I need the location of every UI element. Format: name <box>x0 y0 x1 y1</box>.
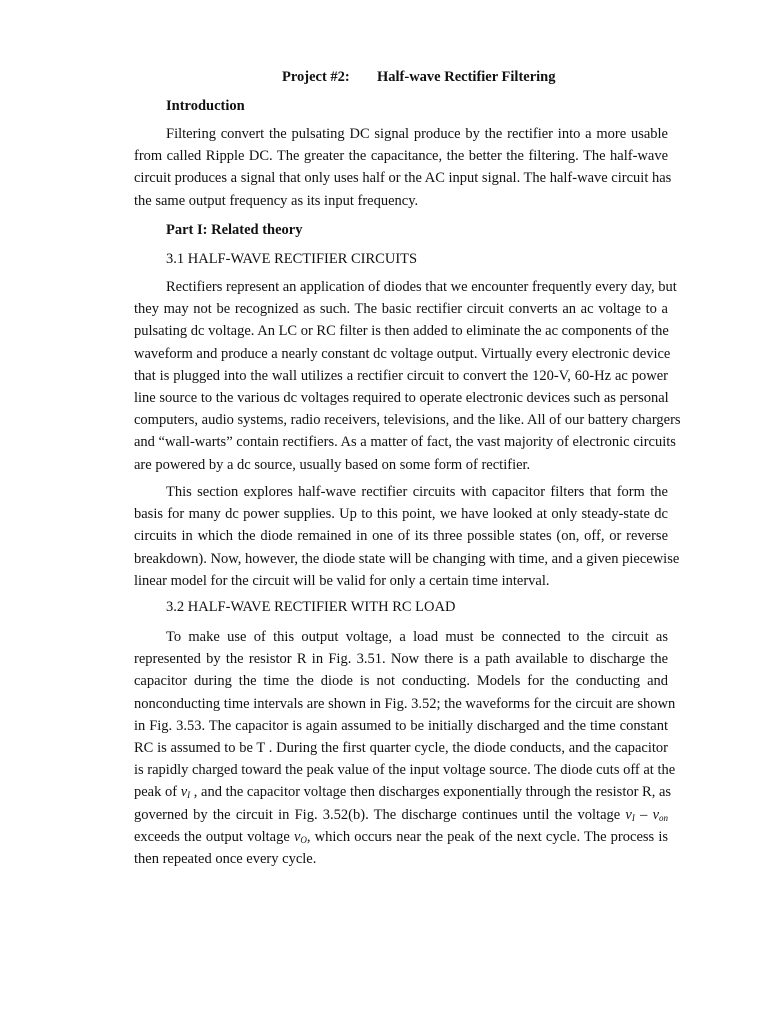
subscript: I <box>187 790 191 801</box>
paragraph-line: they may not be recognized as such. The basic rectifier circuit converts an ac voltage to a <box>134 301 668 318</box>
paragraph-line: circuits in which the diode remained in one of its three possible states (on, off, or reverse <box>134 528 668 545</box>
paragraph-line: Rectifiers represent an application of diodes that we encounter frequently every day, but <box>166 279 677 295</box>
paragraph-line: are powered by a dc source, usually based on some form of rectifier. <box>134 456 531 473</box>
subscript: I <box>631 812 635 823</box>
paragraph-line: breakdown). Now, however, the diode state will be changing with time, and a given piecewise <box>134 550 680 567</box>
paragraph-line: is rapidly charged toward the peak value of the input voltage source. The diode cuts off at the <box>134 762 676 779</box>
variable-v: v <box>293 828 301 845</box>
paragraph-line: linear model for the circuit will be valid for only a certain time interval. <box>134 572 550 589</box>
paragraph-line: computers, audio systems, radio receivers, televisions, and the like. All of our battery chargers <box>134 412 681 429</box>
line-text: peak of <box>134 784 181 801</box>
part1-heading: Part I: Related theory <box>166 222 303 238</box>
paragraph-line: capacitor during the time the diode is not conducting. Models for the conducting and <box>134 673 668 690</box>
paragraph-line: and “wall-warts” contain rectifiers. As a matter of fact, the vast majority of electronic circuits <box>134 434 676 451</box>
variable-v: v <box>180 784 188 801</box>
paragraph-line: line source to the various dc voltages required to operate electronic devices such as personal <box>134 389 669 406</box>
line-text: , and the capacitor voltage then discharges exponentially through the resistor R, as <box>190 784 672 801</box>
line-text: , which occurs near the peak of the next cycle. The process is <box>306 828 668 845</box>
section-3-1-paragraph-1 <box>134 276 681 476</box>
introduction-paragraph <box>134 123 672 212</box>
paragraph-line: RC is assumed to be T . During the first quarter cycle, the diode conducts, and the capacitor <box>134 739 668 756</box>
section-3-1-heading: 3.1 HALF-WAVE RECTIFIER CIRCUITS <box>166 251 418 267</box>
paragraph-line: This section explores half-wave rectifier circuits with capacitor filters that form the <box>166 484 668 500</box>
paragraph-line: nonconducting time intervals are shown in Fig. 3.52; the waveforms for the circuit are shown <box>134 695 676 712</box>
paragraph-line: circuit produces a signal that only uses half or the AC input signal. The half-wave circuit has <box>134 170 672 187</box>
paragraph-line <box>134 781 672 803</box>
paragraph-line <box>134 804 668 826</box>
paragraph-line: basis for many dc power supplies. Up to this point, we have looked at only steady-state dc <box>134 506 668 523</box>
section-3-2-paragraph <box>134 626 676 870</box>
paragraph-line: Filtering convert the pulsating DC signal produce by the rectifier into a more usable <box>166 126 668 142</box>
paragraph-line: that is plugged into the wall utilizes a rectifier circuit to convert the 120-V, 60-Hz ac power <box>134 367 668 384</box>
subscript: O <box>300 834 307 845</box>
introduction-heading: Introduction <box>166 98 245 114</box>
section-3-2-heading: 3.2 HALF-WAVE RECTIFIER WITH RC LOAD <box>166 599 456 615</box>
paragraph-line: from called Ripple DC. The greater the capacitance, the better the filtering. The half-wave <box>134 148 668 165</box>
paragraph-line: then repeated once every cycle. <box>134 850 317 867</box>
paragraph-line: represented by the resistor R in Fig. 3.51. Now there is a path available to discharge the <box>134 651 668 668</box>
project-number: Project #2: <box>282 69 350 85</box>
paragraph-line: in Fig. 3.53. The capacitor is again assumed to be initially discharged and the time constant <box>134 717 668 734</box>
paragraph-line: waveform and produce a nearly constant dc voltage output. Virtually every electronic device <box>134 345 671 362</box>
paragraph-line: the same output frequency as its input frequency. <box>134 192 419 209</box>
variable-v: v <box>652 806 659 823</box>
line-text: governed by the circuit in Fig. 3.52(b). The discharge continues until the voltage <box>134 806 626 823</box>
subscript: on <box>659 812 668 823</box>
line-text: exceeds the output voltage <box>134 828 294 845</box>
paragraph-line <box>134 826 668 848</box>
project-name: Half-wave Rectifier Filtering <box>377 69 556 85</box>
section-3-1-paragraph-2 <box>134 481 680 592</box>
variable-v: v <box>625 806 632 823</box>
paragraph-line: pulsating dc voltage. An LC or RC filter is then added to eliminate the ac components of the <box>134 323 669 340</box>
paragraph-line: To make use of this output voltage, a load must be connected to the circuit as <box>166 629 668 645</box>
minus-sign: – <box>634 806 653 823</box>
